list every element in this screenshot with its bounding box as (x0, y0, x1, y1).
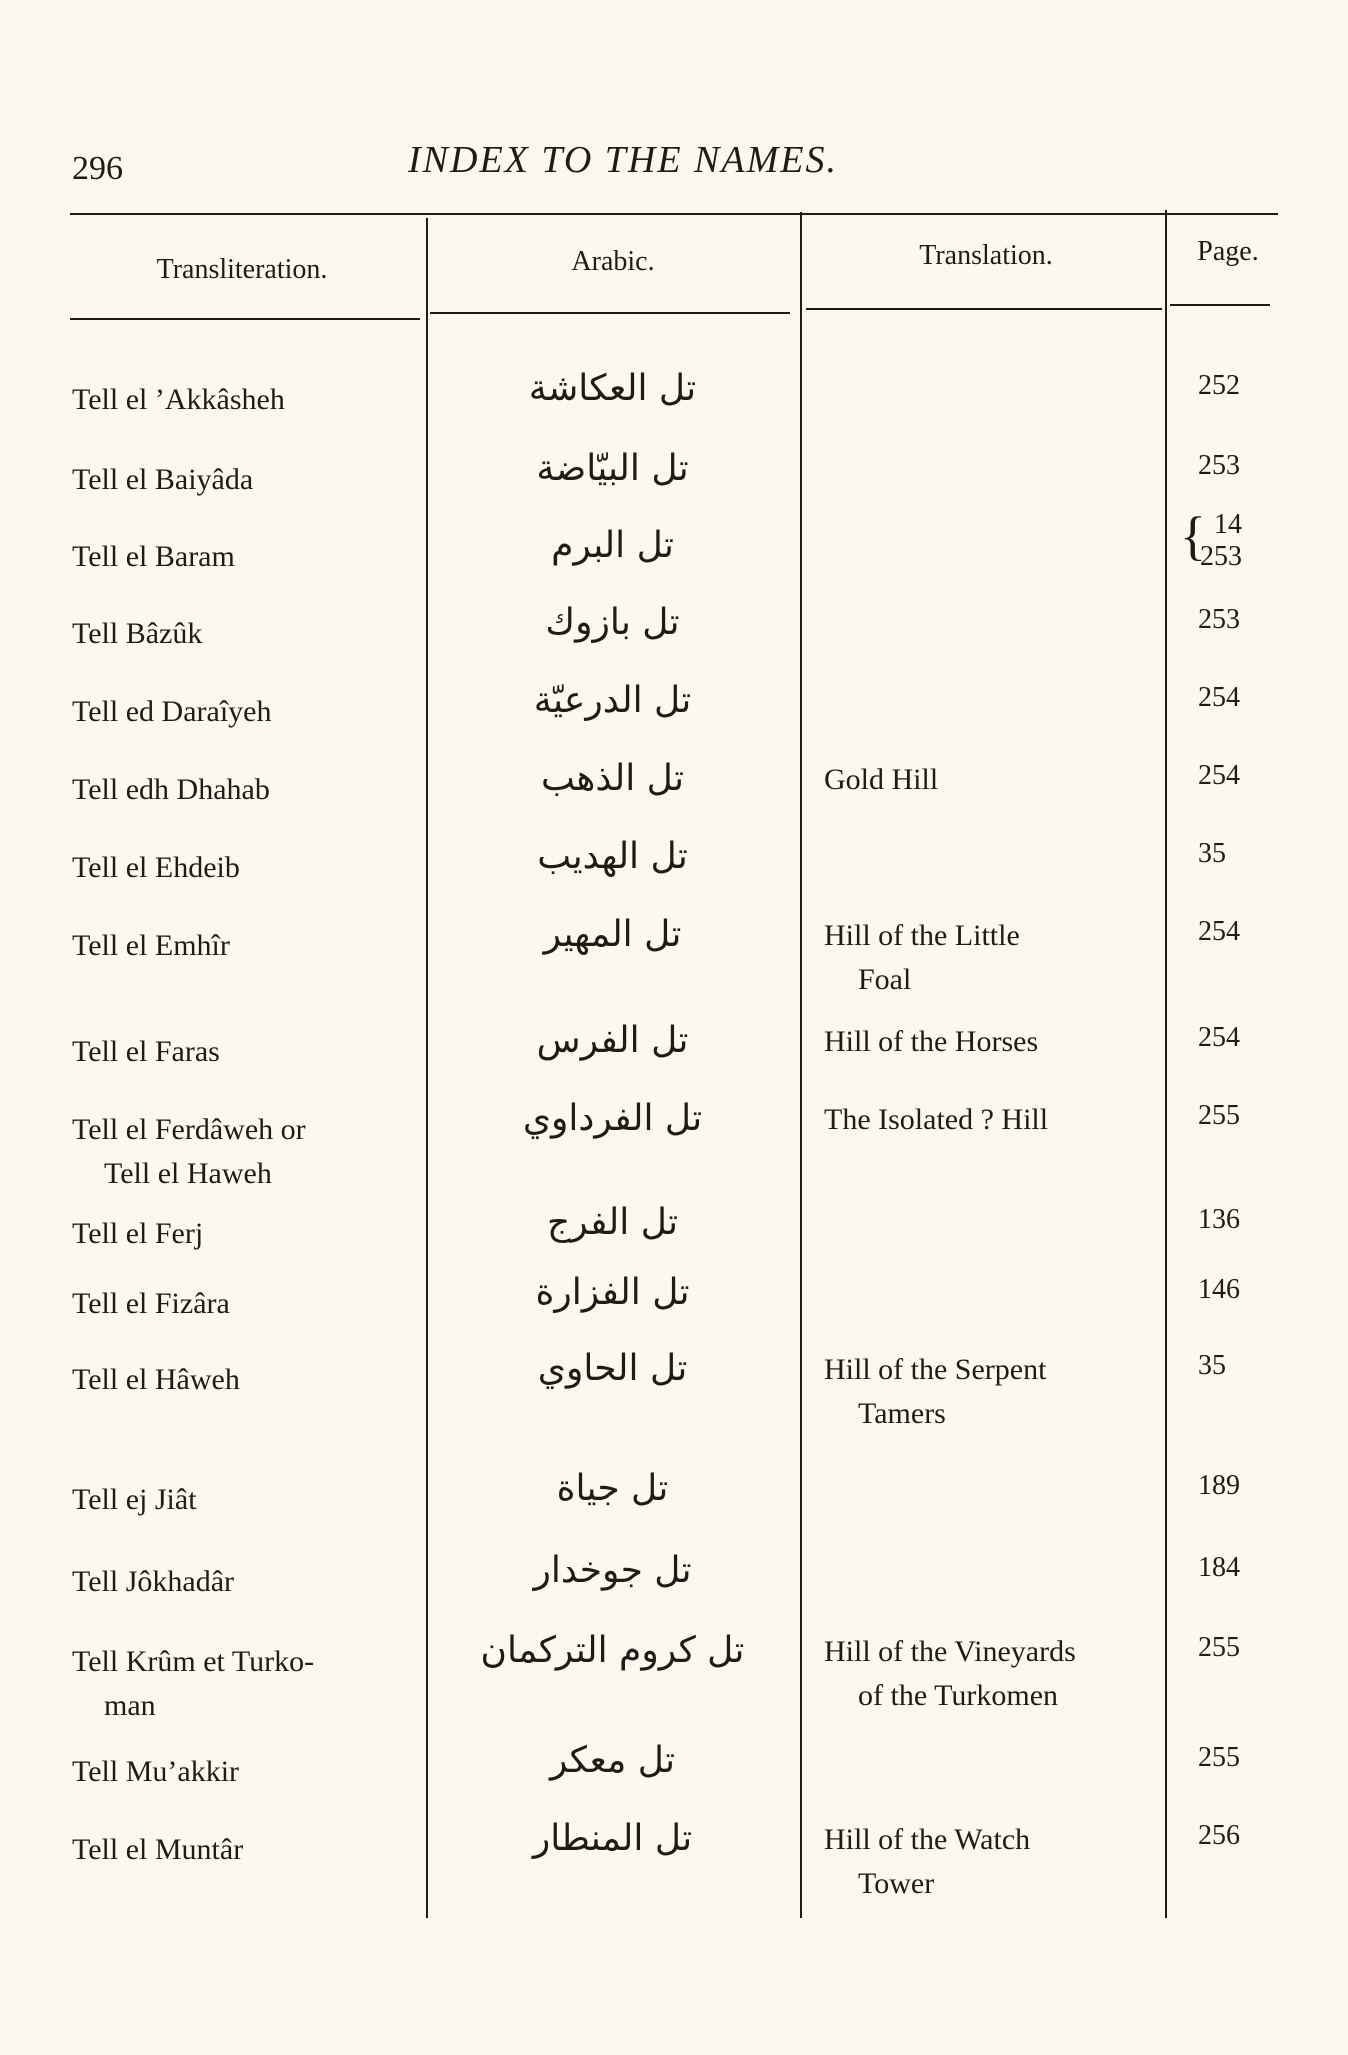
head-rule-translation (806, 308, 1162, 310)
transliteration-cell: Tell Bâzûk (72, 617, 203, 650)
translation-cell: Hill of the Little (824, 919, 1020, 952)
arabic-cell: تل الفرداوي (522, 1098, 703, 1139)
page-number-cell: 255 (1198, 1632, 1240, 1663)
arabic-cell: تل الذهب (541, 758, 684, 799)
page-number-cell: 255 (1198, 1742, 1240, 1773)
page-number-cell: 35 (1198, 1350, 1226, 1381)
transliteration-cell: Tell el Faras (72, 1035, 220, 1068)
transliteration-cell: Tell el ’Akkâsheh (72, 383, 285, 416)
page-number-cell: 184 (1198, 1552, 1240, 1583)
arabic-cell: تل معكر (549, 1740, 676, 1781)
transliteration-cell: Tell el Emhîr (72, 929, 230, 962)
arabic-cell: تل جياة (556, 1468, 669, 1509)
transliteration-cell: Tell el Muntâr (72, 1833, 244, 1866)
column-divider-2 (800, 212, 802, 1918)
translation-cell: Hill of the Vineyards (824, 1635, 1076, 1668)
translation-cell: Hill of the Watch (824, 1823, 1031, 1856)
transliteration-cell: Tell el Baram (72, 540, 235, 573)
arabic-cell: تل الدرعيّة (533, 680, 692, 721)
page-number-cell: 252 (1198, 370, 1240, 401)
translation-cell: Gold Hill (824, 763, 939, 796)
head-rule-arabic (430, 312, 790, 314)
translation-cell: The Isolated ? Hill (824, 1103, 1049, 1136)
top-rule (70, 213, 1278, 215)
transliteration-cell: Tell el Hâweh (72, 1363, 240, 1396)
transliteration-cell: Tell ed Daraîyeh (72, 695, 272, 728)
column-divider-1 (426, 218, 428, 1918)
transliteration-cell: Tell edh Dhahab (72, 773, 270, 806)
page-number-cell: 253 (1200, 541, 1242, 572)
head-rule-page (1170, 304, 1270, 306)
page-number-cell: 136 (1198, 1204, 1240, 1235)
translation-cell: Foal (858, 963, 912, 996)
transliteration-cell: man (104, 1689, 156, 1722)
arabic-cell: تل المهير (543, 914, 682, 955)
transliteration-cell: Tell Mu’akkir (72, 1755, 240, 1788)
page-number-cell: 14 (1214, 509, 1242, 540)
col-head-transliteration: Transliteration. (156, 254, 328, 285)
col-head-page: Page. (1197, 236, 1259, 267)
translation-cell: of the Turkomen (858, 1679, 1059, 1712)
page-number-cell: 253 (1198, 450, 1240, 481)
page-number-cell: 254 (1198, 682, 1240, 713)
transliteration-cell: Tell el Baiyâda (72, 463, 254, 496)
transliteration-cell: Tell el Fizâra (72, 1287, 230, 1320)
page-number-cell: 254 (1198, 916, 1240, 947)
arabic-cell: تل الفرج (546, 1202, 678, 1243)
page-number-cell: 255 (1198, 1100, 1240, 1131)
column-divider-3 (1165, 210, 1167, 1918)
arabic-cell: تل الفرس (536, 1020, 689, 1061)
arabic-cell: تل البيّاضة (536, 448, 689, 489)
head-rule-transliteration (70, 318, 420, 320)
arabic-cell: تل البرم (551, 525, 674, 566)
arabic-cell: تل كروم التركمان (480, 1630, 745, 1671)
arabic-cell: تل المنطار (532, 1818, 693, 1859)
transliteration-cell: Tell el Haweh (104, 1157, 272, 1190)
arabic-cell: تل العكاشة (528, 368, 697, 409)
transliteration-cell: Tell el Ehdeib (72, 851, 240, 884)
page-number: 296 (72, 150, 123, 187)
translation-cell: Tamers (858, 1397, 946, 1430)
translation-cell: Hill of the Serpent (824, 1353, 1047, 1386)
page-number-cell: 256 (1198, 1820, 1240, 1851)
arabic-cell: تل الفزارة (535, 1272, 690, 1313)
transliteration-cell: Tell Jôkhadâr (72, 1565, 235, 1598)
page-number-cell: 253 (1198, 604, 1240, 635)
arabic-cell: تل جوخدار (533, 1550, 692, 1591)
running-head: INDEX TO THE NAMES. (408, 139, 838, 181)
transliteration-cell: Tell ej Jiât (72, 1483, 197, 1516)
transliteration-cell: Tell el Ferj (72, 1217, 204, 1250)
brace-glyph: { (1180, 506, 1206, 566)
page-number-cell: 35 (1198, 838, 1226, 869)
page-number-cell: 146 (1198, 1274, 1240, 1305)
page-number-cell: 189 (1198, 1470, 1240, 1501)
arabic-cell: تل بازوك (545, 602, 680, 643)
transliteration-cell: Tell Krûm et Turko- (72, 1645, 315, 1678)
col-head-translation: Translation. (919, 240, 1053, 271)
transliteration-cell: Tell el Ferdâweh or (72, 1113, 306, 1146)
translation-cell: Tower (858, 1867, 935, 1900)
col-head-arabic: Arabic. (571, 246, 655, 277)
translation-cell: Hill of the Horses (824, 1025, 1039, 1058)
arabic-cell: تل الهديب (537, 836, 688, 877)
arabic-cell: تل الحاوي (537, 1348, 688, 1389)
page-number-cell: 254 (1198, 760, 1240, 791)
page-number-cell: 254 (1198, 1022, 1240, 1053)
